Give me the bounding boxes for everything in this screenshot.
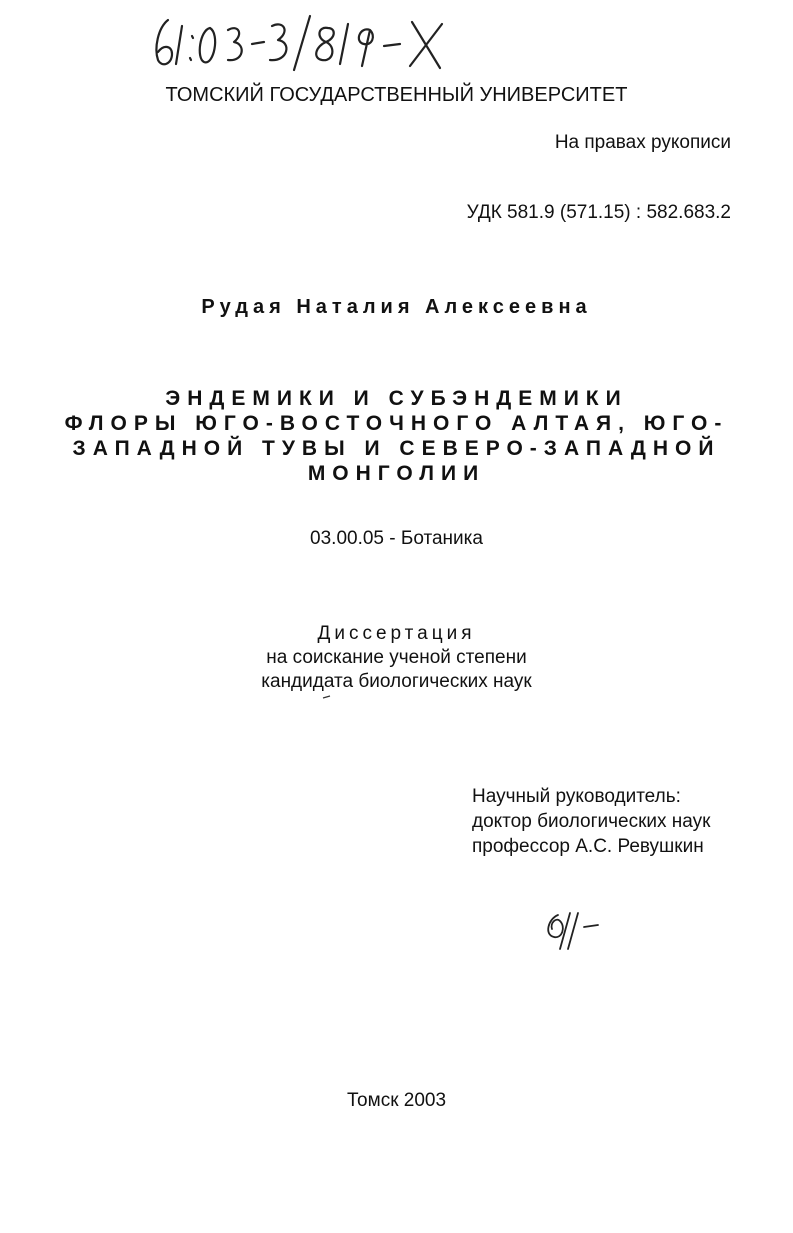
supervisor-label: Научный руководитель: [472, 786, 681, 807]
title-line: ЭНДЕМИКИ И СУБЭНДЕМИКИ [165, 387, 628, 410]
handwritten-stamp [148, 8, 468, 78]
supervisor-block [472, 784, 710, 859]
manuscript-rights-note: На правах рукописи [554, 132, 731, 153]
supervisor-degree: доктор биологических наук [472, 811, 711, 832]
university-name: ТОМСКИЙ ГОСУДАРСТВЕННЫЙ УНИВЕРСИТЕТ [165, 84, 628, 106]
dissertation-block [0, 622, 793, 694]
dissertation-degree: кандидата биологических наук [261, 671, 532, 692]
title-line: ЗАПАДНОЙ ТУВЫ И СЕВЕРО-ЗАПАДНОЙ [72, 437, 721, 460]
handwritten-signature [540, 905, 610, 955]
udk-code: УДК 581.9 (571.15) : 582.683.2 [466, 202, 731, 223]
dissertation-purpose: на соискание ученой степени [266, 647, 527, 668]
dissertation-title [40, 386, 753, 486]
city-year: Томск 2003 [346, 1090, 447, 1111]
dissertation-label: Диссертация [317, 623, 476, 644]
title-line: МОНГОЛИИ [307, 462, 486, 485]
supervisor-name: профессор А.С. Ревушкин [472, 836, 704, 857]
ink-mark [322, 694, 332, 700]
specialty-code: 03.00.05 - Ботаника [310, 528, 483, 549]
title-line: ФЛОРЫ ЮГО-ВОСТОЧНОГО АЛТАЯ, ЮГО- [64, 412, 729, 435]
author-name: Рудая Наталия Алексеевна [201, 296, 592, 318]
